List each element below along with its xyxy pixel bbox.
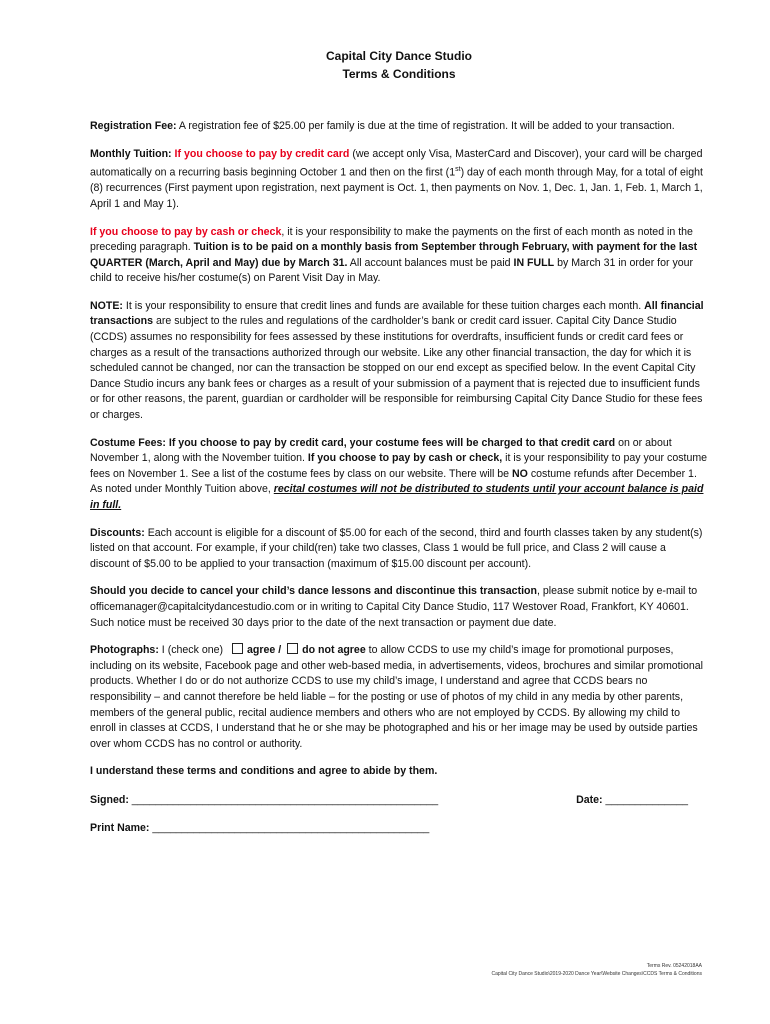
note-text-b: are subject to the rules and regulations of the cardholder’s bank or credit card issuer. Capital City Dance Studio (CCDS) assumes no responsibility for fees assessed by these institutions for overdrafts, insufficient funds or credit card fees or charges as a result of the transactions authorized through our website. Like any other financial transaction, the day for which it is scheduled cannot be changed, nor can the transaction be stopped on our end except as specified below. In the event Capital City Dance Studio incurs any bank fees or charges as a result of your submission of a payment that is rejected due to insufficient funds or for other reasons, the parent, guardian or cardholder will be responsible for reimbursing Capital City Dance Studio for these fees or charges. xyxy=(90,315,703,422)
tuition-paragraph xyxy=(90,147,708,213)
terms-title: Terms & Conditions xyxy=(342,67,456,81)
costume-text-b: it is your responsibility to pay your costume fees on November 1. See a list of the costume fees by class on our website. There will be xyxy=(90,452,708,480)
print-name-line: _______________________________________________ xyxy=(149,821,430,834)
print-name-field[interactable] xyxy=(90,822,429,834)
discounts-label: Discounts: xyxy=(90,526,145,539)
photographs-text: to allow CCDS to use my child’s image for promotional purposes, including on its website, Facebook page and other web-based media, in advertisements, videos, brochures and similar promotional products. Whether I do or do not authorize CCDS to use my child’s image, I understand and agree that CCDS bears no responsibility – and cannot therefore be held liable – for the posting or use of photos of my child in any media by other parents, members of the general public, recital audience members and others who are not employed by CCDS. By allowing my child to enroll in classes at CCDS, I understand that he or she may be photographed and his or her image may be used by outside parties over whom CCDS has no control or authority. xyxy=(90,644,704,750)
document-header xyxy=(90,0,708,83)
cash-text-a: , it is your responsibility to make the payments on the first of each month as noted in the preceding paragraph. xyxy=(90,225,693,254)
do-not-agree-checkbox[interactable] xyxy=(287,643,298,654)
cash-paragraph xyxy=(90,225,708,287)
cash-text-b: All account balances must be paid xyxy=(347,256,514,269)
signed-label: Signed: xyxy=(90,793,129,806)
print-name-row xyxy=(90,822,708,834)
costume-warning: recital costumes will not be distributed to students until your account balance is paid in full. xyxy=(90,483,704,511)
footer-revision: Terms Rev. 05242018AA xyxy=(646,963,702,969)
note-bold-a: All financial transactions xyxy=(90,299,704,328)
discounts-paragraph xyxy=(90,526,708,573)
photographs-paragraph xyxy=(90,643,708,752)
agreement-statement: I understand these terms and conditions and agree to abide by them. xyxy=(90,765,438,778)
note-paragraph xyxy=(90,299,708,424)
do-not-agree-label: do not agree xyxy=(302,644,366,657)
cancel-paragraph xyxy=(90,584,708,631)
tuition-superscript: st xyxy=(455,166,461,174)
registration-text: A registration fee of $25.00 per family is due at the time of registration. It will be added to your transaction. xyxy=(176,120,675,132)
costume-text-c: costume refunds after December 1. As noted under Monthly Tuition above, xyxy=(90,467,697,496)
signature-row xyxy=(90,794,708,806)
discounts-text: Each account is eligible for a discount of $5.00 for each of the second, third and fourth classes taken by any student(s) listed on that account. For example, if your child(ren) take two classes, Class 1 would be full price, and Class 2 will cause a discount of $5.00 to be applied to your transaction (maximum of $15.00 discount per account). xyxy=(90,526,703,570)
photographs-label: Photographs: xyxy=(90,644,159,657)
studio-title: Capital City Dance Studio xyxy=(325,49,473,63)
cancel-text: , please submit notice by e-mail to officemanager@capitalcitydancestudio.com or in writing to Capital City Dance Studio, 117 Westover Road, Frankfort, KY 40601. Such notice must be received 30 days prior to the date of the next transaction or payment due date. xyxy=(90,585,698,629)
agree-checkbox[interactable] xyxy=(232,643,243,654)
footer-path: Capital City Dance Studio\2019-2020 Dance Year\Website Changes\CCDS Terms & Conditions xyxy=(491,971,702,977)
cash-check-note: If you choose to pay by cash or check xyxy=(90,225,282,238)
photographs-check-text: I (check one) xyxy=(158,644,226,657)
tuition-credit-card-note: If you choose to pay by credit card xyxy=(171,147,350,160)
cancel-bold: Should you decide to cancel your child’s dance lessons and discontinue this transaction xyxy=(90,585,537,598)
date-line: ______________ xyxy=(602,793,688,806)
tuition-text-b: ) day of each month through May, for a total of eight (8) recurrences (First payment upon registration, next payment is Oct. 1, then payments on Nov. 1, Dec. 1, Jan. 1, Feb. 1, March 1, April 1 and May 1). xyxy=(90,166,703,210)
date-label: Date: xyxy=(576,793,603,806)
costume-bold-a: Costume Fees: If you choose to pay by credit card, your costume fees will be charged to that credit card xyxy=(90,436,616,449)
tuition-text-a: (we accept only Visa, MasterCard and Discover), your card will be charged automatically on a recurring basis beginning October 1 and then on the first (1 xyxy=(90,147,703,179)
note-text-a: It is your responsibility to ensure that credit lines and funds are available for these tuition charges each month. xyxy=(122,299,645,312)
cash-text-c: by March 31 in order for your child to receive his/her costume(s) on Parent Visit Day in May. xyxy=(90,256,694,285)
registration-paragraph xyxy=(90,119,708,135)
document-footer xyxy=(492,962,703,978)
registration-label: Registration Fee: xyxy=(90,120,177,132)
costume-bold-c: NO xyxy=(512,467,528,480)
document-body xyxy=(90,119,708,834)
agree-label: agree / xyxy=(246,644,282,657)
cash-bold-a: Tuition is to be paid on a monthly basis from September through February, with payment for the last QUARTER (March, April and May) due by March 31. xyxy=(90,241,698,269)
costume-bold-b: If you choose to pay by cash or check, xyxy=(307,452,503,465)
tuition-label: Monthly Tuition: xyxy=(90,147,172,160)
print-name-label: Print Name: xyxy=(90,821,150,834)
cash-bold-b: IN FULL xyxy=(513,256,555,269)
note-label: NOTE: xyxy=(90,299,123,312)
date-field[interactable] xyxy=(576,794,688,806)
signed-field[interactable] xyxy=(90,794,438,806)
costume-text-a: on or about November 1, along with the November tuition. xyxy=(90,436,672,465)
signed-line: ____________________________________________________ xyxy=(128,793,439,806)
costume-paragraph xyxy=(90,436,708,514)
